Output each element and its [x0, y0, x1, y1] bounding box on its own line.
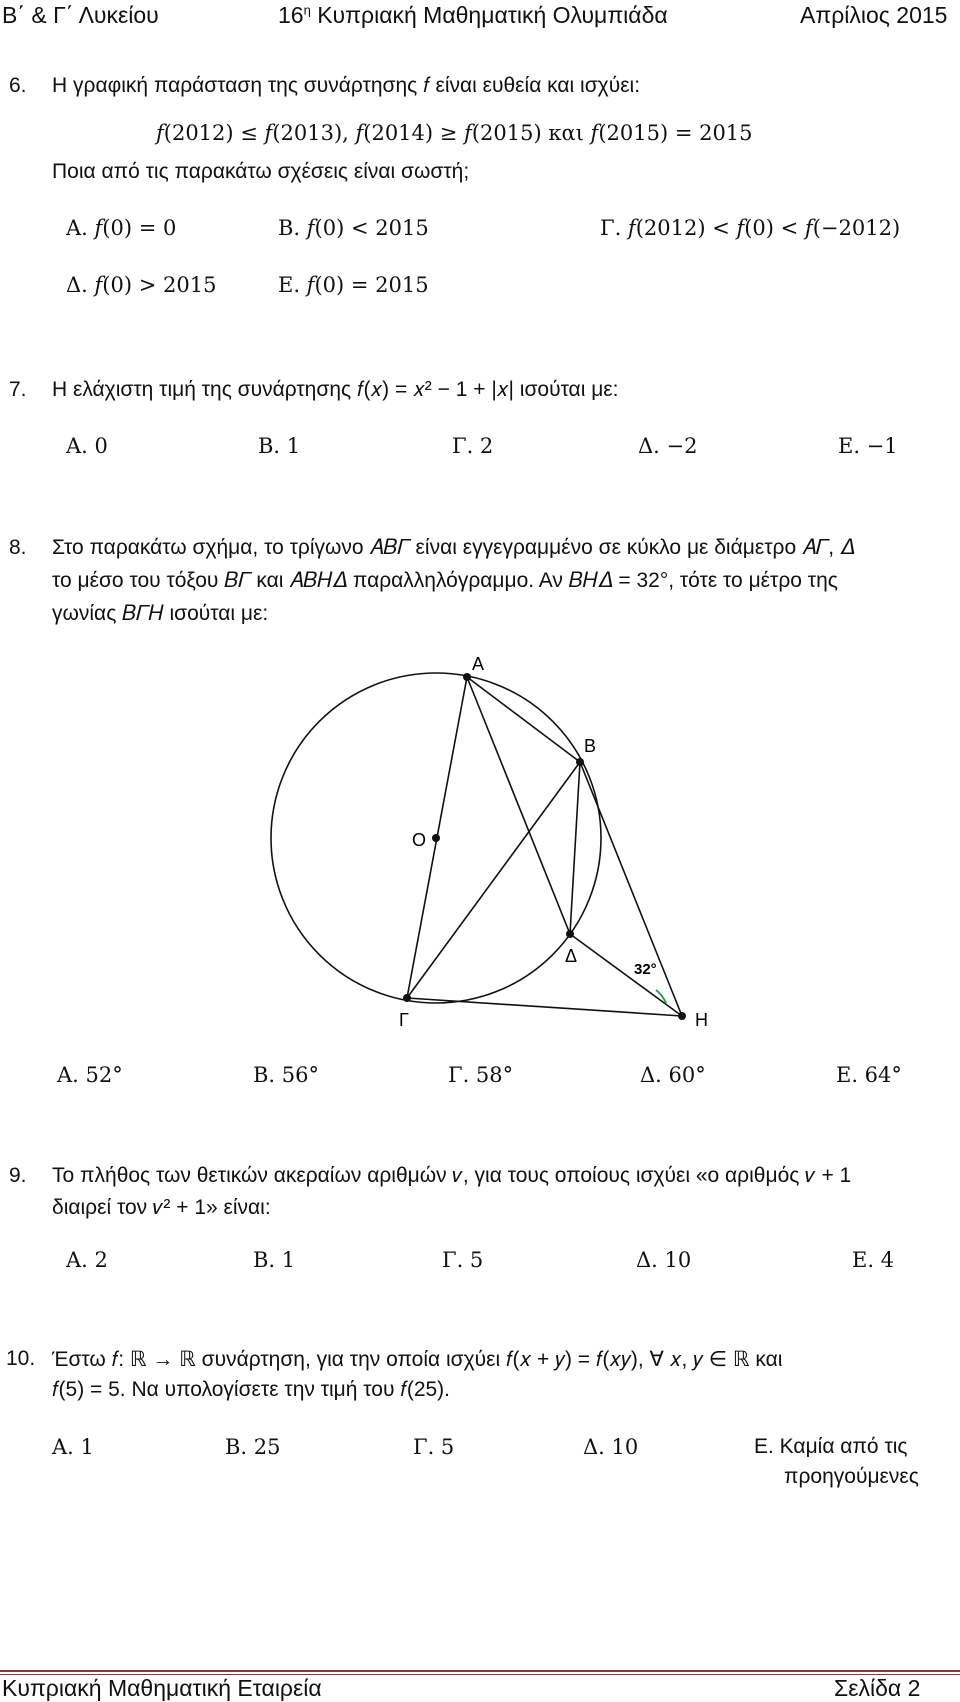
q10-line2: 𝑓(5) = 5. Να υπολογίσετε την τιμή του 𝑓(25).: [52, 1378, 451, 1401]
q8-number: 8.: [9, 536, 27, 559]
q6-option-e: Ε. 𝑓(0) = 2015: [278, 273, 429, 297]
segment-GH: [407, 998, 682, 1016]
label-A: Α: [472, 654, 485, 674]
q9-line1: Το πλήθος των θετικών ακεραίων αριθμών 𝜈, για τους οποίους ισχύει «ο αριθμός 𝜈 + 1: [52, 1164, 852, 1187]
point-D: [566, 930, 574, 938]
point-O: [432, 834, 440, 842]
q6-number: 6.: [9, 74, 27, 97]
q9-option-a: Α. 2: [66, 1248, 108, 1272]
q10-line1: Έστω 𝑓: ℝ → ℝ συνάρτηση, για την οποία ισχύει 𝑓(𝑥 + 𝑦) = 𝑓(𝑥𝑦), ∀ 𝑥, 𝑦 ∈ ℝ και: [52, 1348, 783, 1371]
angle-label: 32°: [634, 961, 657, 978]
q6-question: Ποια από τις παρακάτω σχέσεις είναι σωστή;: [52, 160, 470, 183]
q9-option-d: Δ. 10: [636, 1248, 692, 1272]
q7-number: 7.: [9, 378, 27, 401]
q10-option-a: Α. 1: [52, 1435, 94, 1459]
footer-rule: [0, 1670, 960, 1672]
q8-option-c: Γ. 58°: [448, 1063, 514, 1087]
q7-option-e: Ε. −1: [838, 434, 898, 458]
q8-option-e: Ε. 64°: [836, 1063, 902, 1087]
q9-option-b: Β. 1: [253, 1248, 296, 1272]
q6-stem: Η γραφική παράσταση της συνάρτησης 𝑓 είναι ευθεία και ισχύει:: [52, 74, 641, 97]
q8-option-a: Α. 52°: [57, 1063, 123, 1087]
q9-option-e: Ε. 4: [852, 1248, 895, 1272]
q10-option-e-cont: προηγούμενες: [784, 1465, 919, 1488]
q6-option-b: Β. 𝑓(0) < 2015: [278, 216, 429, 240]
header-left: Β΄ & Γ΄ Λυκείου: [2, 2, 159, 28]
q10-number: 10.: [6, 1347, 36, 1370]
q6-option-d: Δ. 𝑓(0) > 2015: [66, 273, 217, 297]
q8-line1: Στο παρακάτω σχήμα, το τρίγωνο 𝐴𝐵𝛤 είναι εγγεγραμμένο σε κύκλο με διάμετρο 𝐴𝛤, 𝛥: [52, 536, 855, 559]
q8-option-b: Β. 56°: [253, 1063, 320, 1087]
geometry-figure: [0, 640, 960, 1040]
point-A: [463, 673, 471, 681]
q6-option-a: Α. 𝑓(0) = 0: [66, 216, 177, 240]
q9-number: 9.: [9, 1164, 27, 1187]
point-G: [403, 994, 411, 1002]
q7-stem: Η ελάχιστη τιμή της συνάρτησης 𝑓(𝑥) = 𝑥² − 1 + |𝑥| ισούται με:: [52, 378, 619, 401]
q7-option-b: Β. 1: [258, 434, 301, 458]
q7-option-c: Γ. 2: [452, 434, 494, 458]
q6-formula: 𝑓(2012) ≤ 𝑓(2013), 𝑓(2014) ≥ 𝑓(2015) και 𝑓(2015) = 2015: [156, 121, 753, 145]
q7-option-d: Δ. −2: [638, 434, 698, 458]
q6-option-c: Γ. 𝑓(2012) < 𝑓(0) < 𝑓(−2012): [600, 216, 901, 240]
q9-option-c: Γ. 5: [442, 1248, 484, 1272]
label-B: Β: [584, 736, 597, 756]
q10-option-c: Γ. 5: [413, 1435, 455, 1459]
point-H: [678, 1012, 686, 1020]
q8-line3: γωνίας 𝐵𝛤𝐻 ισούται με:: [52, 602, 269, 625]
q9-line2: διαιρεί τον 𝜈² + 1» είναι:: [52, 1196, 271, 1219]
q8-line2: το μέσο του τόξου 𝐵𝛤 και 𝐴𝐵𝐻𝛥 παραλληλόγραμμο. Αν 𝐵𝐻𝛥 = 32°, τότε το μέτρο της: [52, 569, 838, 592]
label-O: Ο: [412, 830, 427, 850]
header-right: Απρίλιος 2015: [800, 2, 948, 28]
label-G: Γ: [399, 1010, 409, 1030]
header-center: $16^\eta$ Κυπριακή Μαθηματική Ολυμπιάδα: [278, 2, 668, 28]
segment-BD: [570, 762, 580, 934]
label-D: Δ: [565, 946, 578, 966]
q8-option-d: Δ. 60°: [640, 1063, 706, 1087]
q10-option-b: Β. 25: [225, 1435, 281, 1459]
q7-option-a: Α. 0: [66, 434, 108, 458]
q10-option-d: Δ. 10: [583, 1435, 639, 1459]
label-H: Η: [695, 1010, 708, 1030]
footer-left: Κυπριακή Μαθηματική Εταιρεία: [2, 1675, 322, 1701]
q10-option-e: Ε. Καμία από τις: [754, 1435, 908, 1458]
point-B: [576, 758, 584, 766]
footer-right: Σελίδα 2: [834, 1675, 921, 1701]
segment-BG: [407, 762, 580, 998]
